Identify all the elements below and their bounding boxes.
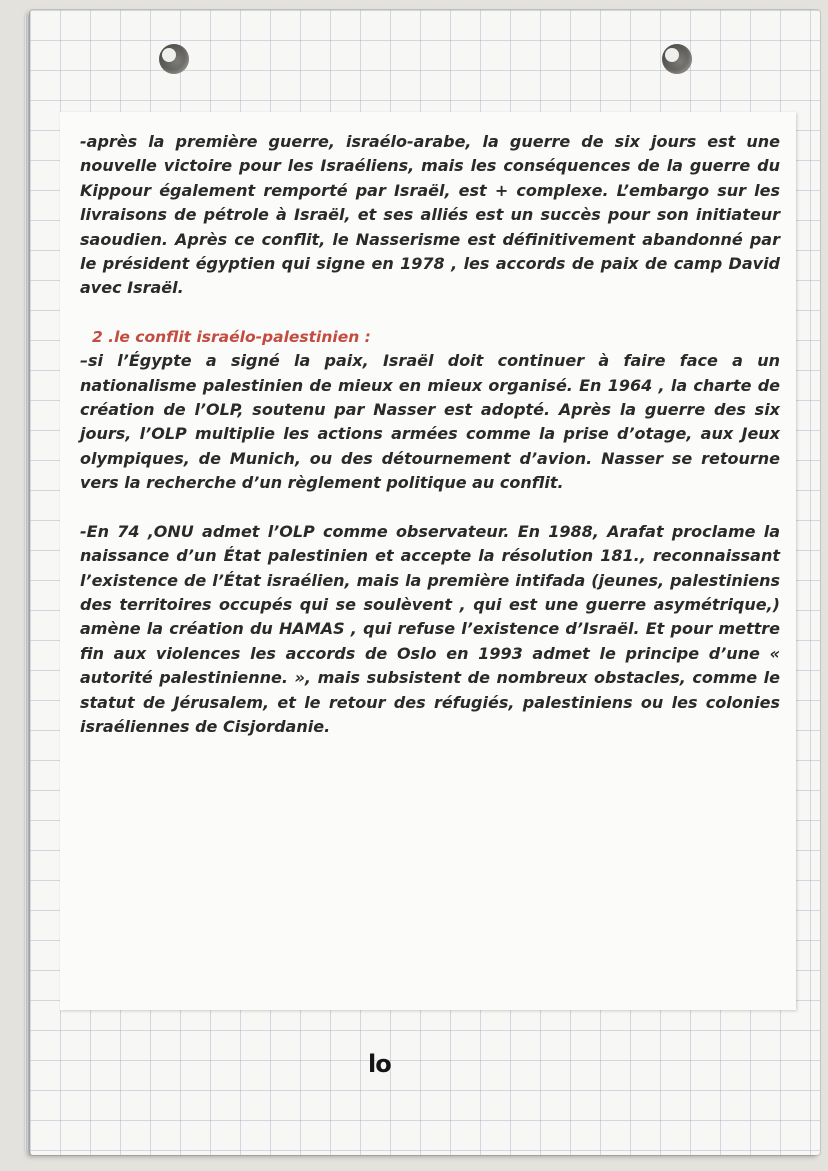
punch-hole-left: [159, 44, 189, 74]
punch-hole-right: [662, 44, 692, 74]
paragraph-six-day-war: -après la première guerre, israélo-arabe, la guerre de six jours est une nouvelle victoire pour les Israéliens, mais les conséquences de la guerre du Kippour également remporté par Israël, est + complexe. L’embargo sur les livraisons de pétrole à Israël, et ses alliés est un succès pour son initiateur saoudien. Après ce conflit, le Nasserisme est définitivement abandonné par le président égyptien qui signe en 1978 , les accords de paix de camp David avec Israël.: [80, 132, 780, 298]
paragraph-palestinian-nationalism: –si l’Égypte a signé la paix, Israël doit continuer à faire face a un nationalisme palestinien de mieux en mieux organisé. En 1964 , la charte de création de l’OLP, soutenu par Nasser est adopté. Après la guerre des six jours, l’OLP multiplie les actions armées comme la prise d’otage, aux Jeux olympiques, de Munich, ou des détournement d’avion. Nasser se retourne vers la recherche d’un règlement politique au conflit.: [80, 351, 780, 493]
paragraph-olp-oslo: -En 74 ,ONU admet l’OLP comme observateur. En 1988, Arafat proclame la naissance d’un État palestinien et accepte la résolution 181., reconnaissant l’existence de l’État israélien, mais la première intifada (jeunes, palestiniens des territoires occupés qui se soulèvent , qui est une guerre asymétrique,) amène la création du HAMAS , qui refuse l’existence d’Israël. Et pour mettre fin aux violences les accords de Oslo en 1993 admet le principe d’une « autorité palestinienne. », mais subsistent de nombreux obstacles, comme le statut de Jérusalem, et le retour des réfugiés, palestiniens ou les colonies israéliennes de Cisjordanie.: [80, 521, 780, 736]
section-heading: 2 .le conflit israélo-palestinien :: [92, 327, 371, 346]
page-number: lo: [368, 1050, 391, 1078]
note-content: [80, 130, 780, 739]
